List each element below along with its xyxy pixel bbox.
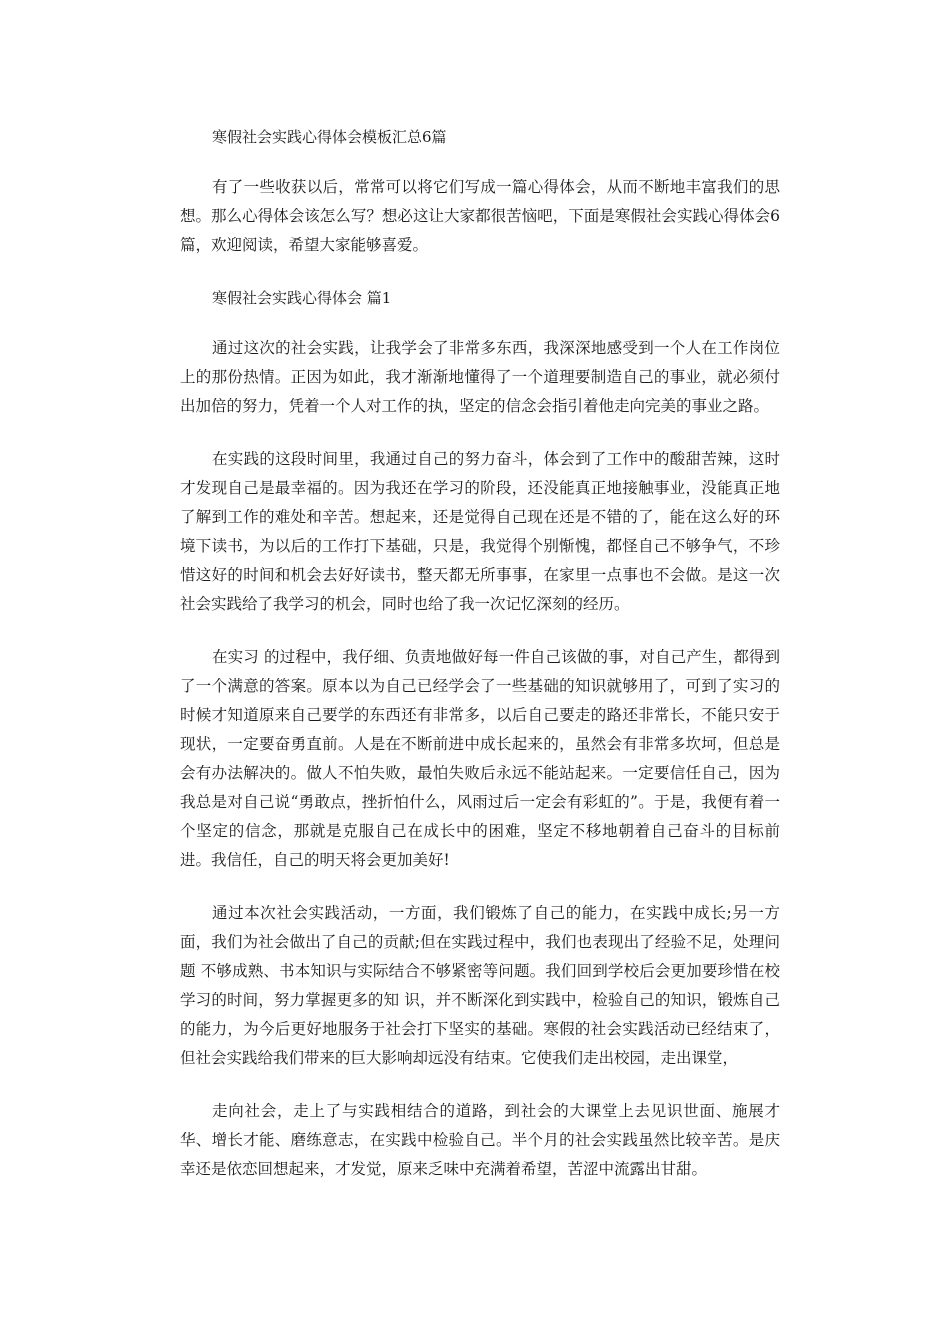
- intro-paragraph: 有了一些收获以后，常常可以将它们写成一篇心得体会，从而不断地丰富我们的思想。那么心得体会该怎么写？想必这让大家都很苦恼吧，下面是寒假社会实践心得体会6篇，欢迎阅读，希望大家能够喜爱。: [180, 178, 780, 254]
- document-body: [180, 123, 780, 1208]
- body-paragraph-5: 走向社会，走上了与实践相结合的道路，到社会的大课堂上去见识世面、施展才华、增长才能、磨练意志，在实践中检验自己。半个月的社会实践虽然比较辛苦。是庆幸还是依恋回想起来，才发觉，原来乏味中充满着希望，苦涩中流露出甘甜。: [180, 1102, 780, 1178]
- body-paragraph-2: 在实践的这段时间里，我通过自己的努力奋斗，体会到了工作中的酸甜苦辣，这时才发现自己是最幸福的。因为我还在学习的阶段，还没能真正地接触事业，没能真正地了解到工作的难处和辛苦。想起来，还是觉得自己现在还是不错的了，能在这么好的环境下读书，为以后的工作打下基础，只是，我觉得个别惭愧，都怪自己不够争气，不珍惜这好的时间和机会去好好读书，整天都无所事事，在家里一点事也不会做。是这一次社会实践给了我学习的机会，同时也给了我一次记忆深刻的经历。: [180, 450, 780, 613]
- body-paragraph-3: 在实习 的过程中，我仔细、负责地做好每一件自己该做的事，对自己产生，都得到了一个满意的答案。原本以为自己已经学会了一些基础的知识就够用了，可到了实习的时候才知道原来自己要学的东西还有非常多，以后自己要走的路还非常长，不能只安于现状，一定要奋勇直前。人是在不断前进中成长起来的，虽然会有非常多坎坷，但总是会有办法解决的。做人不怕失败，最怕失败后永远不能站起来。一定要信任自己，因为我总是对自己说“勇敢点，挫折怕什么，风雨过后一定会有彩虹的”。于是，我便有着一个坚定的信念，那就是克服自己在成长中的困难，坚定不移地朝着自己奋斗的目标前进。我信任，自己的明天将会更加美好!: [180, 648, 780, 869]
- document-title: 寒假社会实践心得体会模板汇总6篇: [212, 128, 447, 146]
- body-paragraph-4: 通过本次社会实践活动，一方面，我们锻炼了自己的能力，在实践中成长;另一方面，我们为社会做出了自己的贡献;但在实践过程中，我们也表现出了经验不足，处理问题 不够成熟、书本知识与实际结合不够紧密等问题。我们回到学校后会更加要珍惜在校学习的时间，努力掌握更多的知 识，并不断深化到实践中，检验自己的知识，锻炼自己的能力，为今后更好地服务于社会打下坚实的基础。寒假的社会实践活动已经结束了，但社会实践给我们带来的巨大影响却远没有结束。它使我们走出校园，走出课堂，: [180, 904, 780, 1067]
- body-paragraph-1: 通过这次的社会实践，让我学会了非常多东西，我深深地感受到一个人在工作岗位上的那份热情。正因为如此，我才渐渐地懂得了一个道理要制造自己的事业，就必须付出加倍的努力，凭着一个人对工作的执，坚定的信念会指引着他走向完美的事业之路。: [180, 339, 780, 415]
- section-heading: 寒假社会实践心得体会 篇1: [212, 289, 392, 307]
